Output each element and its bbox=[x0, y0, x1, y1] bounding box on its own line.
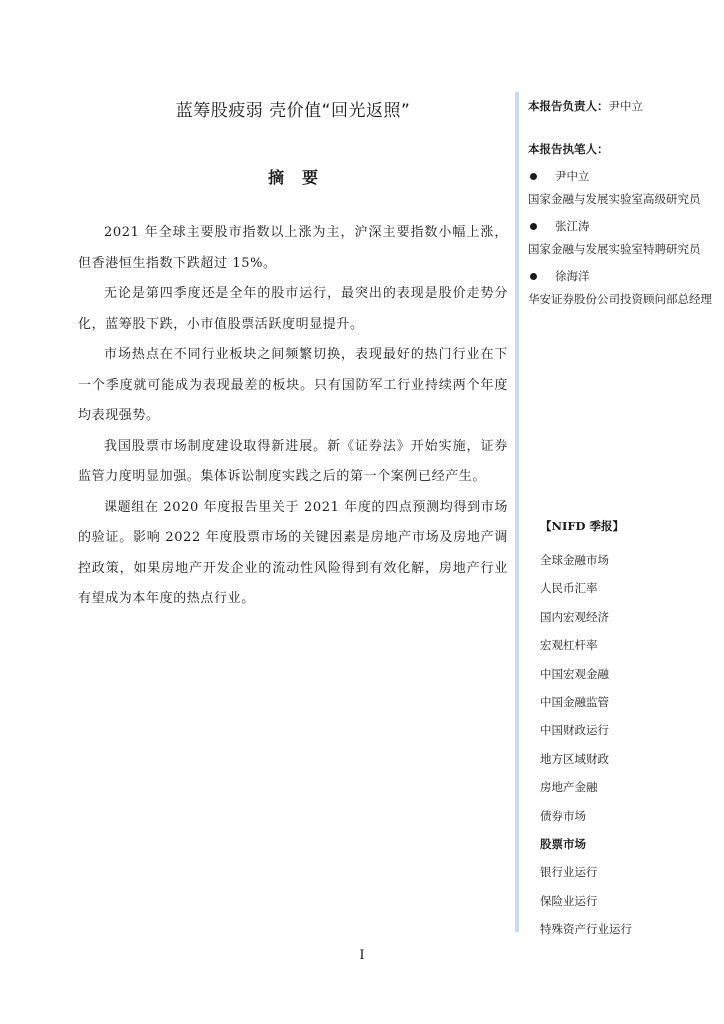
bullet-icon bbox=[530, 173, 537, 180]
authors-label: 本报告执笔人： bbox=[528, 142, 609, 156]
abstract-paragraph-5: 课题组在 2020 年度报告里关于 2021 年度的四点预测均得到市场的验证。影响 2022 年度股票市场的关键因素是房地产市场及房地产调控政策，如果房地产开发企业的流动性风险得到有效化解，房地产行业有望成为本年度的热点行业。 bbox=[78, 499, 508, 606]
bullet-icon bbox=[530, 273, 537, 280]
author-entry bbox=[528, 218, 718, 235]
bullet-icon bbox=[530, 223, 537, 230]
author-name: 徐海洋 bbox=[555, 269, 590, 283]
series-item: 银行业运行 bbox=[540, 865, 598, 880]
series-item: 中国宏观金融 bbox=[540, 666, 609, 681]
series-item: 债券市场 bbox=[540, 808, 586, 823]
author-affiliation: 华安证券股份公司投资顾问部总经理 bbox=[528, 292, 712, 306]
abstract-paragraph-1: 2021 年全球主要股市指数以上涨为主，沪深主要指数小幅上涨，但香港恒生指数下跌超过 15%。 bbox=[78, 225, 508, 271]
series-item: 国内宏观经济 bbox=[540, 609, 609, 624]
series-item: 全球金融市场 bbox=[540, 553, 609, 567]
page-number: I bbox=[359, 948, 365, 963]
series-item: 中国财政运行 bbox=[540, 723, 609, 738]
series-item: 特殊资产行业运行 bbox=[540, 922, 632, 937]
series-item: 中国金融监管 bbox=[540, 694, 609, 709]
author-affiliation: 国家金融与发展实验室高级研究员 bbox=[528, 192, 701, 206]
author-name: 张江涛 bbox=[555, 219, 590, 233]
main-content bbox=[78, 96, 508, 615]
authors-section bbox=[528, 141, 718, 308]
author-affiliation: 国家金融与发展实验室特聘研究员 bbox=[528, 242, 701, 256]
series-item: 股票市场 bbox=[540, 836, 586, 851]
series-item: 房地产金融 bbox=[540, 780, 598, 795]
responsible-person bbox=[528, 98, 718, 115]
nifd-series-list bbox=[536, 518, 716, 943]
report-title: 蓝筹股疲弱 壳价值“回光返照” bbox=[175, 101, 411, 121]
responsible-label: 本报告负责人： bbox=[528, 99, 609, 113]
series-item: 保险业运行 bbox=[540, 893, 598, 908]
sidebar-divider bbox=[515, 92, 519, 932]
abstract-paragraph-3: 市场热点在不同行业板块之间频繁切换，表现最好的热门行业在下一个季度就可能成为表现最差的板块。只有国防军工行业持续两个年度均表现强势。 bbox=[78, 347, 508, 423]
series-item: 人民币汇率 bbox=[540, 581, 598, 596]
series-title: 【NIFD 季报】 bbox=[540, 519, 625, 533]
abstract-paragraph-4: 我国股票市场制度建设取得新进展。新《证券法》开始实施，证券监管力度明显加强。集体诉讼制度实践之后的第一个案例已经产生。 bbox=[78, 438, 508, 484]
series-item: 宏观杠杆率 bbox=[540, 638, 598, 653]
author-entry bbox=[528, 168, 718, 185]
abstract-paragraph-2: 无论是第四季度还是全年的股市运行，最突出的表现是股价走势分化，蓝筹股下跌，小市值股票活跃度明显提升。 bbox=[78, 286, 508, 332]
abstract-heading: 摘要 bbox=[267, 168, 336, 187]
author-entry bbox=[528, 268, 718, 285]
author-name: 尹中立 bbox=[555, 169, 590, 183]
series-item: 地方区域财政 bbox=[540, 751, 609, 766]
responsible-name: 尹中立 bbox=[608, 99, 643, 113]
author-sidebar bbox=[528, 98, 718, 314]
